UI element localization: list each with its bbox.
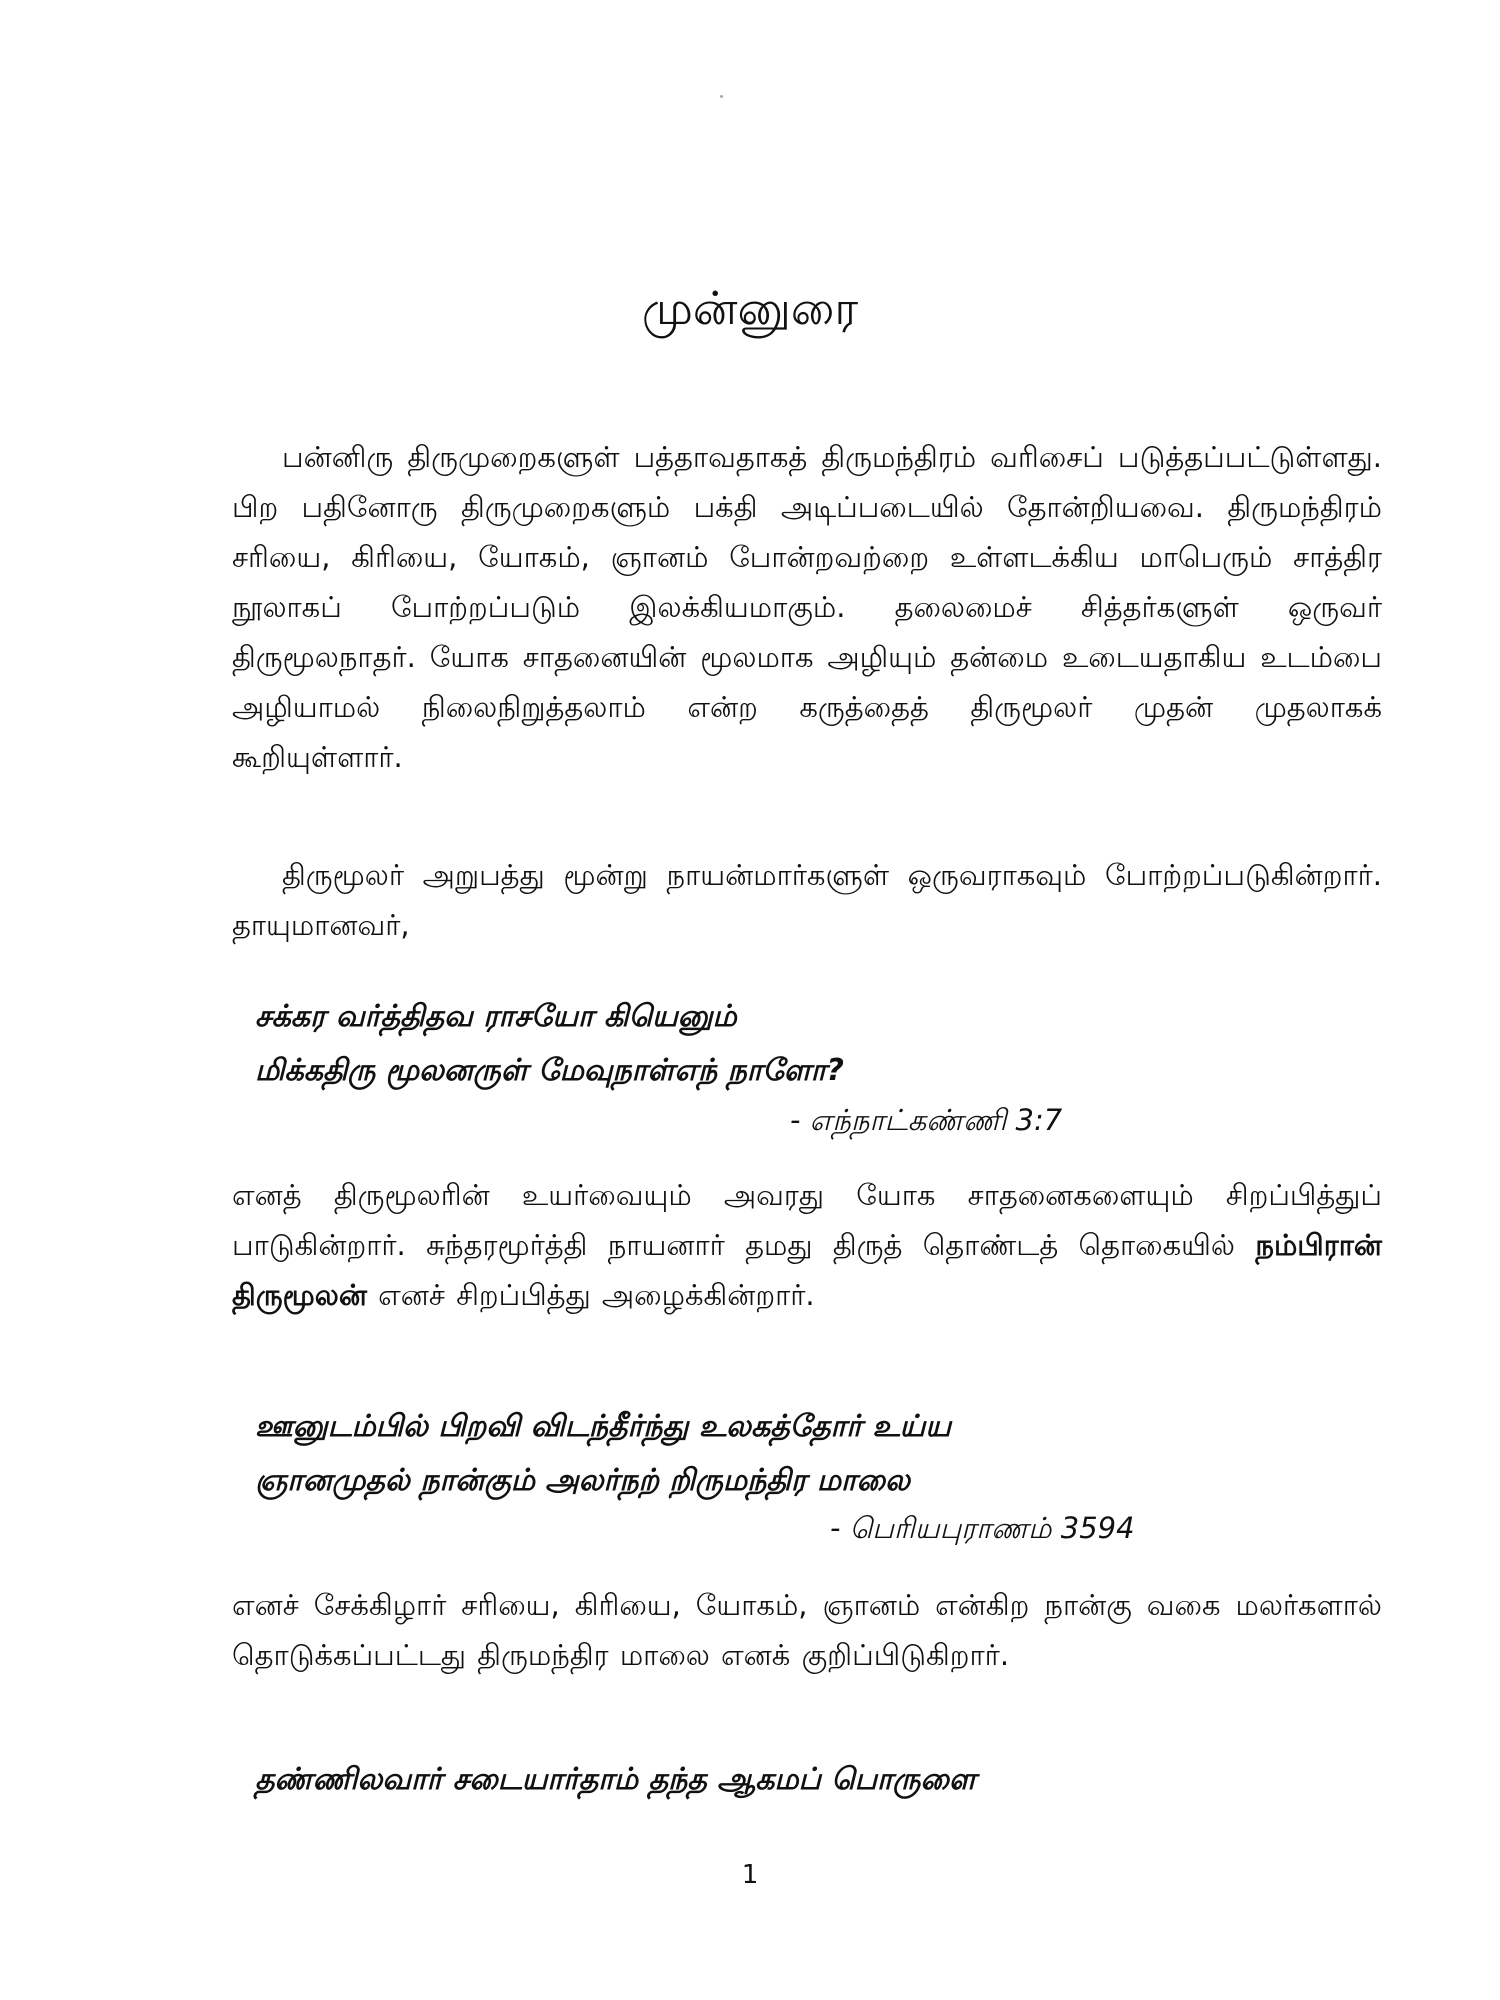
paragraph-fourth (232, 1580, 1382, 1680)
verse-block-3 (255, 1753, 1315, 1807)
paragraph-1-text: பன்னிரு திருமுறைகளுள் பத்தாவதாகத் திருமந்திரம் வரிசைப் படுத்தப்பட்டுள்ளது. பிற பதினோரு திருமுறைகளும் பக்தி அடிப்படையில் தோன்றியவை. திருமந்திரம் சரியை, கிரியை, யோகம், ஞானம் போன்றவற்றை உள்ளடக்கிய மாபெரும் சாத்திர நூலாகப் போற்றப்படும் இலக்கியமாகும். தலைமைச் சித்தர்களுள் ஒருவர் திருமூலநாதர். யோக சாதனையின் மூலமாக அழியும் தன்மை உடையதாகிய உடம்பை அழியாமல் நிலைநிறுத்தலாம் என்ற கருத்தைத் திருமூலர் முதன் முதலாகக் கூறியுள்ளார். (232, 440, 1382, 774)
page-title: முன்னுரை (641, 280, 859, 335)
verse-1-line-1: சக்கர வர்த்திதவ ராசயோ கியெனும் (255, 999, 737, 1034)
paragraph-3-part-2: எனச் சிறப்பித்து அழைக்கின்றார். (366, 1278, 815, 1312)
paragraph-4-text: எனச் சேக்கிழார் சரியை, கிரியை, யோகம், ஞானம் என்கிற நான்கு வகை மலர்களால் தொடுக்கப்பட்டது திருமந்திர மாலை எனக் குறிப்பிடுகிறார். (232, 1588, 1382, 1672)
paragraph-intro (232, 432, 1382, 782)
paragraph-second (232, 850, 1382, 950)
verse-block-2 (255, 1400, 1315, 1508)
verse-2-line-2: ஞானமுதல் நான்கும் அலர்நற் றிருமந்திர மாலை (255, 1463, 910, 1498)
verse-1-line-2: மிக்கதிரு மூலனருள் மேவுநாள்எந் நாளோ? (255, 1053, 844, 1088)
paragraph-3-text (232, 1170, 1382, 1320)
verse-2-line-1: ஊனுடம்பில் பிறவி விடந்தீர்ந்து உலகத்தோர் உய்ய (255, 1409, 951, 1444)
verse-block-1 (255, 990, 1315, 1098)
paragraph-3-part-1: எனத் திருமூலரின் உயர்வையும் அவரது யோக சாதனைகளையும் சிறப்பித்துப் பாடுகின்றார். சுந்தரமூர்த்தி நாயனார் தமது திருத் தொண்டத் தொகையில் (232, 1178, 1382, 1262)
verse-1-citation: - எந்நாட்கண்ணி 3:7 (790, 1103, 1063, 1137)
paragraph-3-emphasis: நம்பிரான் திருமூலன் (232, 1228, 1382, 1312)
page-number: 1 (741, 1860, 759, 1890)
paragraph-2-text: திருமூலர் அறுபத்து மூன்று நாயன்மார்களுள் ஒருவராகவும் போற்றப்படுகின்றார். தாயுமானவர், (232, 858, 1382, 942)
verse-3-line-1: தண்ணிலவார் சடையார்தாம் தந்த ஆகமப் பொருளை (255, 1762, 976, 1797)
scan-dot-mark (720, 95, 723, 98)
verse-2-citation: - பெரியபுராணம் 3594 (830, 1511, 1135, 1545)
paragraph-third (232, 1170, 1382, 1320)
